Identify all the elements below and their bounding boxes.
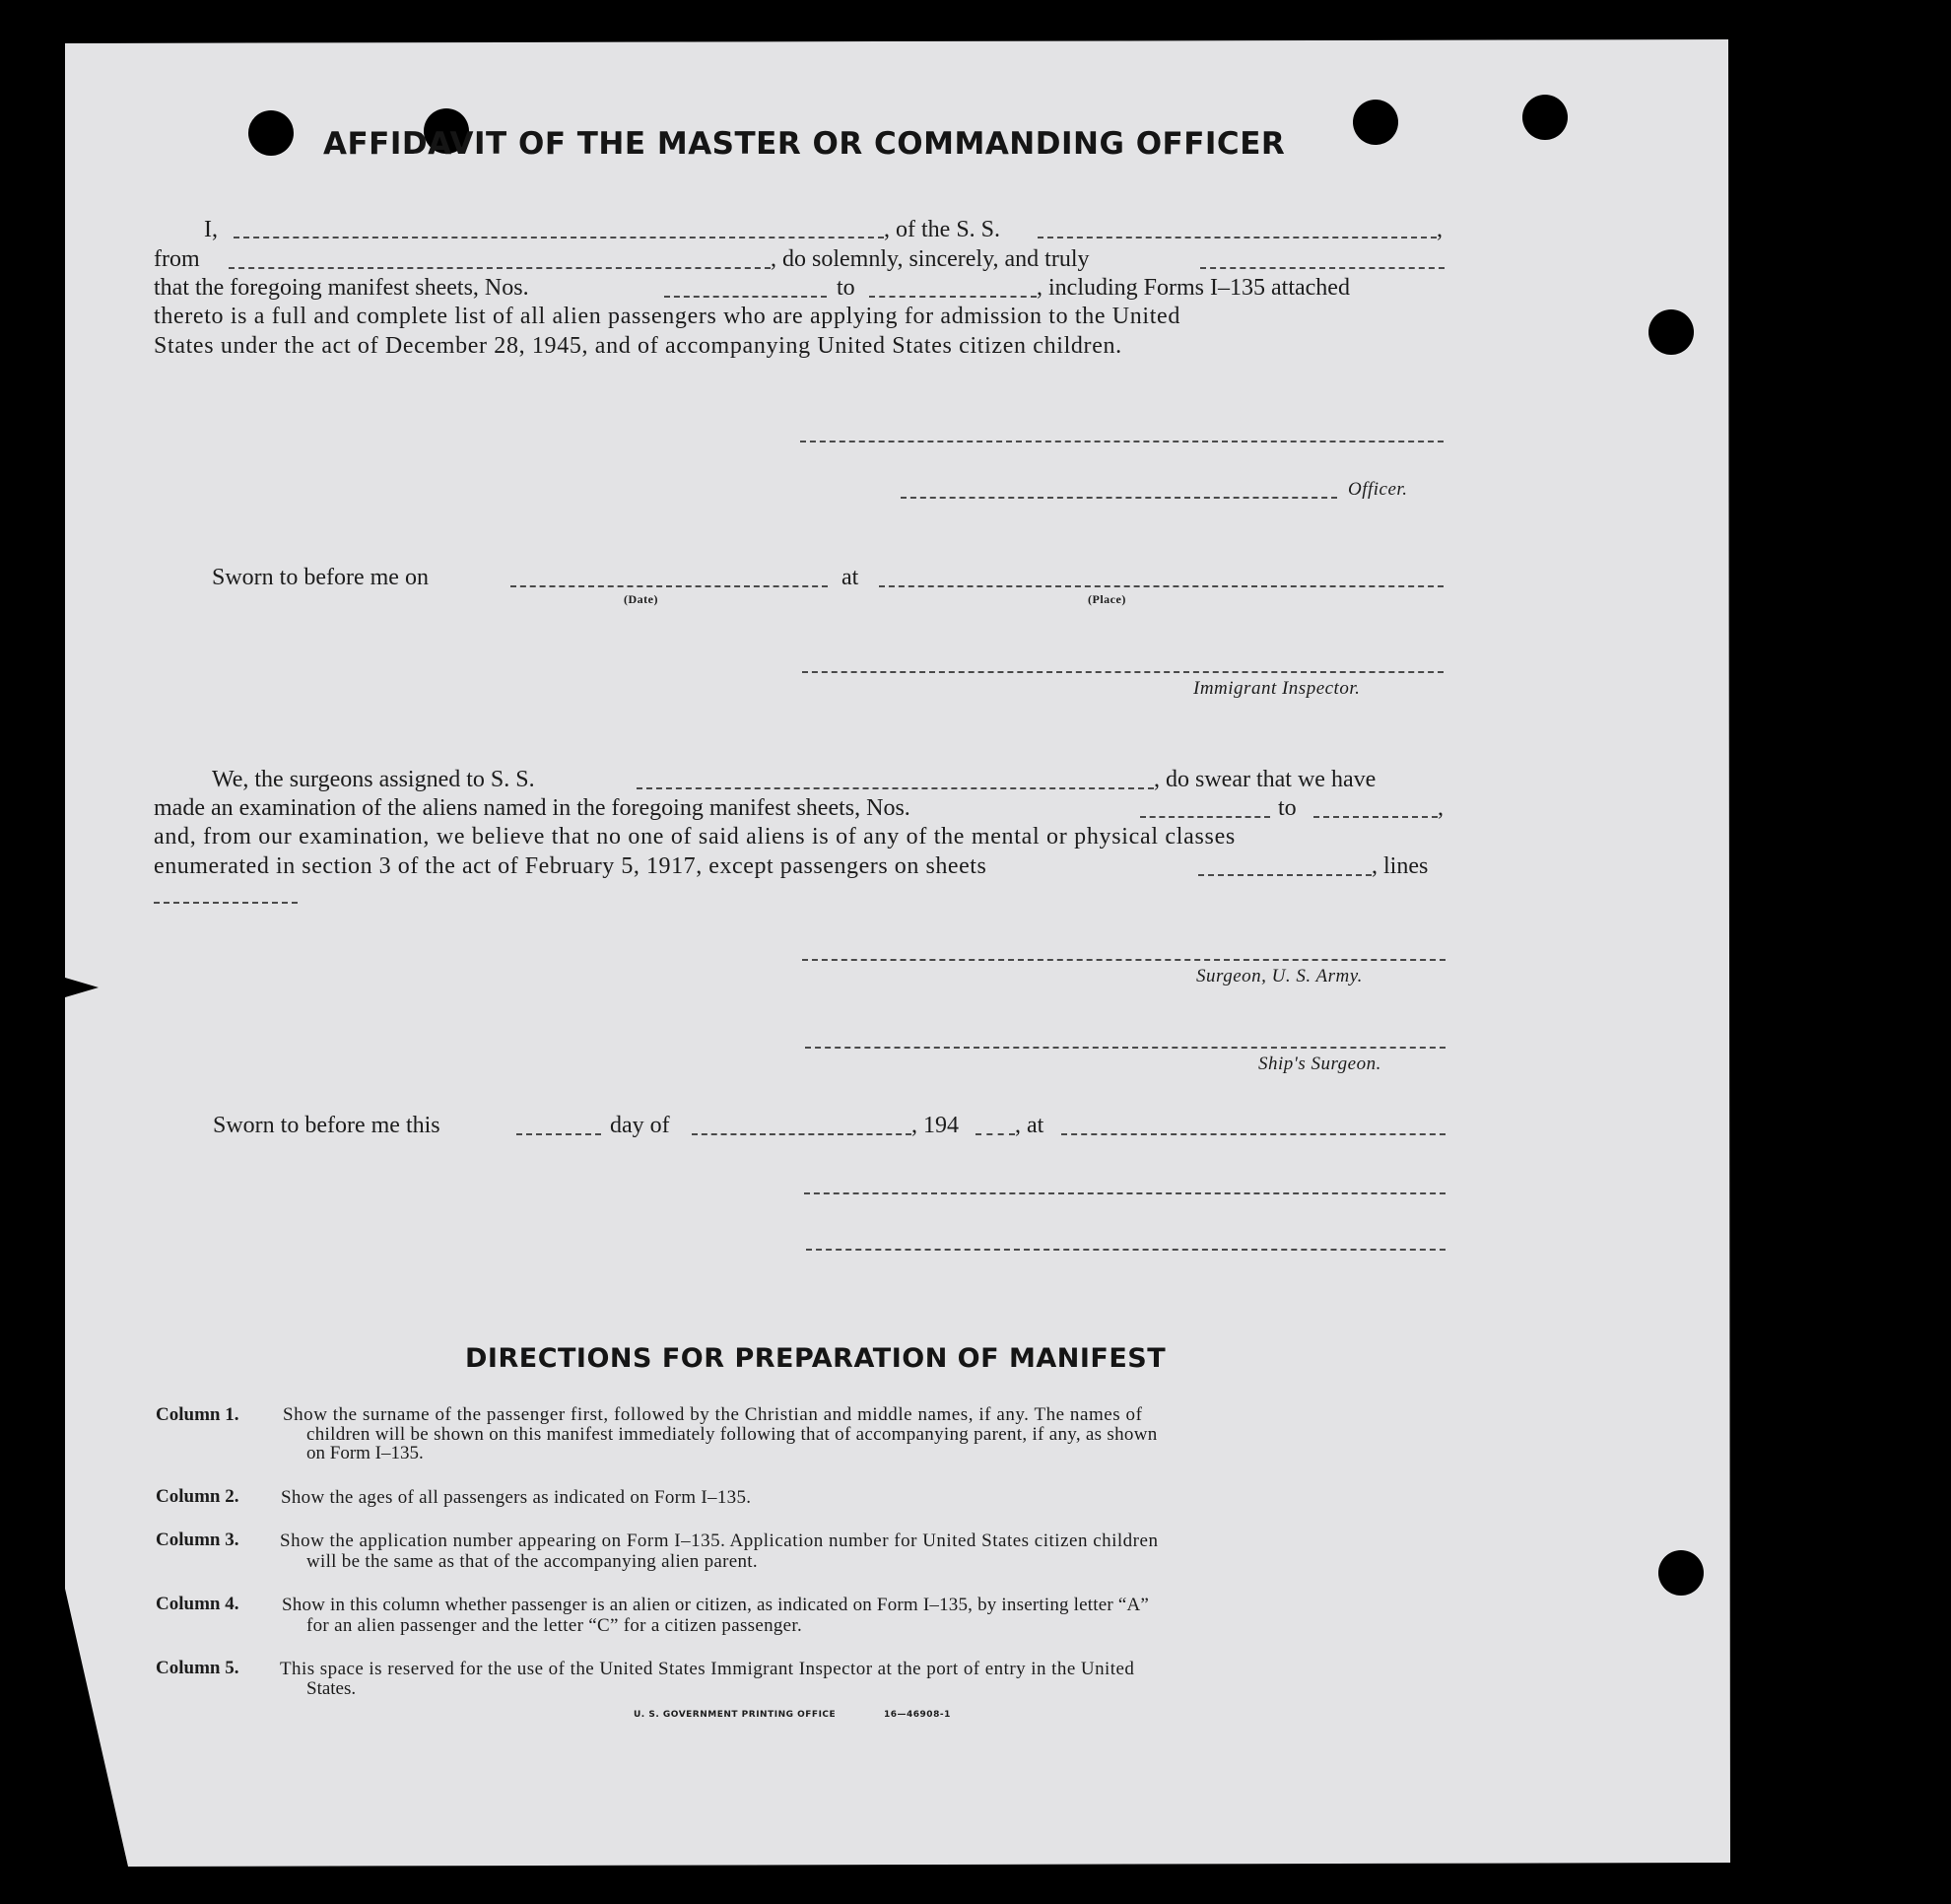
p1-line2-start: from — [154, 246, 200, 272]
officer-title-line[interactable] — [901, 497, 1337, 499]
field-surgeon-ship[interactable] — [637, 787, 1154, 789]
officer-signature-line[interactable] — [800, 441, 1444, 442]
officer-label: Officer. — [1348, 479, 1408, 500]
field-sworn-month[interactable] — [692, 1133, 911, 1135]
p1-line5: States under the act of December 28, 1945, and of accompanying United States citizen children. — [154, 333, 1122, 359]
inspector-label: Immigrant Inspector. — [1193, 678, 1361, 699]
ship-surgeon-signature-line[interactable] — [805, 1047, 1446, 1049]
field-ship-name[interactable] — [1038, 237, 1437, 238]
date-caption: (Date) — [624, 592, 658, 606]
column-2-line1: Show the ages of all passengers as indicated on Form I–135. — [281, 1487, 752, 1508]
p1-line1-start: I, — [204, 217, 218, 242]
sworn2-at: , at — [1015, 1113, 1044, 1138]
punch-hole-top-left — [248, 110, 294, 156]
place-caption: (Place) — [1088, 592, 1126, 606]
p1-line4: thereto is a full and complete list of all alien passengers who are applying for admission to the United — [154, 304, 1181, 329]
p2-line2-end: , — [1438, 795, 1444, 821]
punch-hole-top-far-right — [1522, 95, 1568, 140]
sworn2-title-line[interactable] — [806, 1249, 1446, 1251]
field-except-sheets[interactable] — [1198, 874, 1372, 876]
column-1-label: Column 1. — [156, 1404, 239, 1425]
column-4-line1: Show in this column whether passenger is an alien or citizen, as indicated on Form I–135, by inserting letter “A” — [282, 1595, 1150, 1615]
p1-line3-start: that the foregoing manifest sheets, Nos. — [154, 275, 529, 301]
p2-line1-start: We, the surgeons assigned to S. S. — [212, 767, 535, 792]
column-3-line1: Show the application number appearing on Form I–135. Application number for United States citizen children — [280, 1530, 1159, 1551]
field-sworn-date[interactable] — [510, 585, 828, 587]
ship-surgeon-label: Ship's Surgeon. — [1258, 1054, 1381, 1074]
field-sheet-from[interactable] — [664, 296, 827, 298]
army-surgeon-signature-line[interactable] — [802, 959, 1446, 961]
column-2-label: Column 2. — [156, 1486, 239, 1507]
sworn1-at: at — [841, 565, 859, 590]
sworn2-signature-line[interactable] — [804, 1192, 1446, 1194]
column-3-label: Column 3. — [156, 1530, 239, 1550]
sworn2-day-of: day of — [610, 1113, 670, 1138]
sworn2-year-prefix: , 194 — [911, 1113, 959, 1138]
field-sworn-place[interactable] — [879, 585, 1444, 587]
footer-form-code: 16—46908-1 — [884, 1710, 951, 1720]
column-1-line1: Show the surname of the passenger first, followed by the Christian and middle names, if any. The names of — [283, 1404, 1143, 1425]
field-sworn-day[interactable] — [516, 1133, 601, 1135]
sworn2-text: Sworn to before me this — [213, 1113, 440, 1138]
column-5-line1: This space is reserved for the use of the United States Immigrant Inspector at the port of entry in the United — [280, 1659, 1135, 1679]
column-4-label: Column 4. — [156, 1594, 239, 1614]
punch-hole-right-lower — [1658, 1550, 1704, 1596]
field-sworn-year[interactable] — [976, 1133, 1015, 1135]
field-departure-port[interactable] — [229, 267, 771, 269]
field-sheet-to[interactable] — [869, 296, 1037, 298]
field-sworn2-place[interactable] — [1061, 1133, 1446, 1135]
army-surgeon-label: Surgeon, U. S. Army. — [1196, 966, 1363, 986]
column-5-label: Column 5. — [156, 1658, 239, 1678]
punch-hole-top-right — [1353, 100, 1398, 145]
p2-line2-to: to — [1278, 795, 1297, 821]
p1-line2-mid: , do solemnly, sincerely, and truly — [771, 246, 1090, 272]
p2-line4-end: , lines — [1372, 853, 1429, 879]
affidavit-title: AFFIDAVIT OF THE MASTER OR COMMANDING OFFICER — [323, 126, 1286, 162]
field-exam-sheet-to[interactable] — [1313, 816, 1438, 818]
field-oath-type[interactable] — [1200, 267, 1445, 269]
field-except-lines[interactable] — [154, 902, 298, 904]
p1-line3-end: , including Forms I–135 attached — [1037, 275, 1350, 301]
field-master-name[interactable] — [234, 237, 884, 238]
column-1-line2: children will be shown on this manifest immediately following that of accompanying parent, if any, as shown — [306, 1424, 1158, 1445]
column-3-line2: will be the same as that of the accompanying alien parent. — [306, 1551, 758, 1572]
p2-line3: and, from our examination, we believe that no one of said aliens is of any of the mental or physical classes — [154, 824, 1236, 850]
column-5-line2: States. — [306, 1678, 357, 1699]
p1-line1-mid: , of the S. S. — [884, 217, 1001, 242]
punch-hole-right-upper — [1648, 309, 1694, 355]
directions-title: DIRECTIONS FOR PREPARATION OF MANIFEST — [465, 1343, 1167, 1374]
column-1-line3: on Form I–135. — [306, 1443, 424, 1463]
footer-printer: U. S. GOVERNMENT PRINTING OFFICE — [634, 1710, 837, 1720]
p1-line1-end: , — [1437, 217, 1443, 242]
sworn1-text: Sworn to before me on — [212, 565, 429, 590]
p2-line4-start: enumerated in section 3 of the act of February 5, 1917, except passengers on sheets — [154, 853, 987, 879]
p1-line3-to: to — [837, 275, 855, 301]
p2-line2-start: made an examination of the aliens named in the foregoing manifest sheets, Nos. — [154, 795, 910, 821]
column-4-line2: for an alien passenger and the letter “C” for a citizen passenger. — [306, 1615, 803, 1636]
p2-line1-end: , do swear that we have — [1154, 767, 1377, 792]
inspector-signature-line[interactable] — [802, 671, 1444, 673]
field-exam-sheet-from[interactable] — [1140, 816, 1270, 818]
